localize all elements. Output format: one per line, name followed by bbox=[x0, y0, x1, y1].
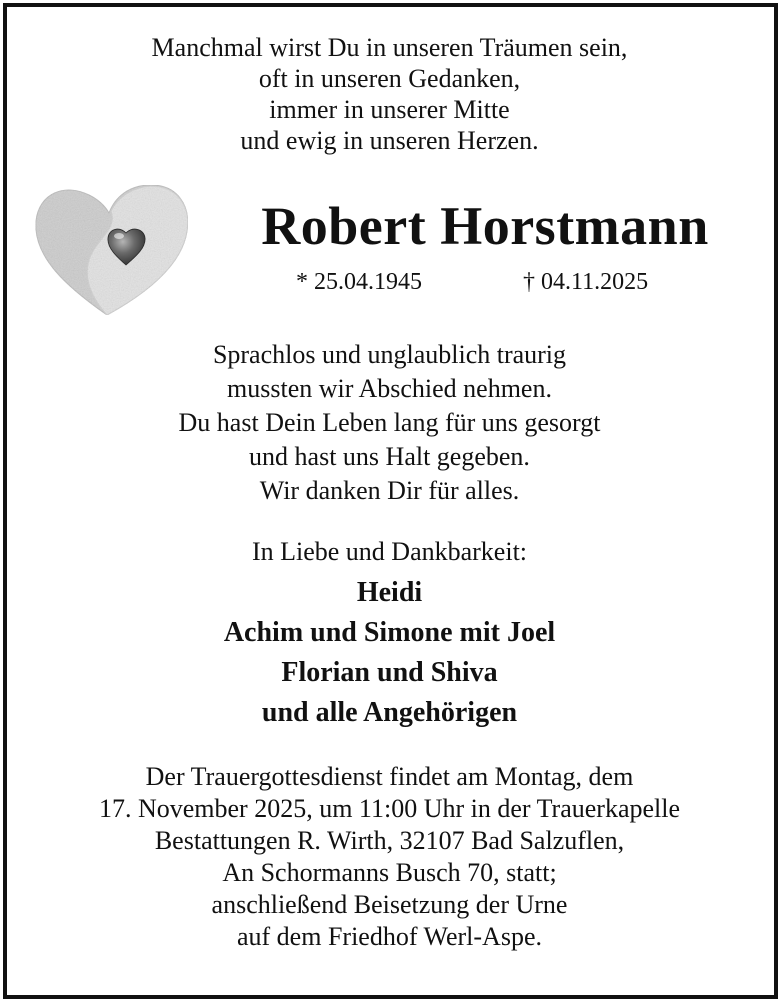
deceased-name: Robert Horstmann bbox=[261, 196, 709, 256]
message-line: mussten wir Abschied nehmen. bbox=[227, 374, 552, 403]
message-line: Wir danken Dir für alles. bbox=[259, 476, 520, 505]
message-line: und hast uns Halt gegeben. bbox=[249, 442, 530, 471]
mourner-name: Achim und Simone mit Joel bbox=[223, 617, 556, 648]
message-line: Du hast Dein Leben lang für uns gesorgt bbox=[178, 408, 601, 437]
service-line: 17. November 2025, um 11:00 Uhr in der Trauerkapelle bbox=[98, 794, 681, 823]
mourners-list bbox=[0, 573, 779, 733]
intro-poem bbox=[0, 32, 779, 156]
service-line: Der Trauergottesdienst findet am Montag, dem bbox=[145, 762, 634, 791]
mourner-name: Florian und Shiva bbox=[281, 657, 498, 688]
mourner-name: und alle Angehörigen bbox=[261, 697, 518, 728]
service-details bbox=[0, 761, 779, 953]
message-line: Sprachlos und unglaublich traurig bbox=[212, 340, 567, 369]
thanks-intro: In Liebe und Dankbarkeit: bbox=[251, 537, 528, 566]
service-line: Bestattungen R. Wirth, 32107 Bad Salzuflen, bbox=[154, 826, 625, 855]
farewell-message bbox=[0, 338, 779, 508]
death-date: † 04.11.2025 bbox=[523, 269, 649, 295]
poem-line: Manchmal wirst Du in unseren Träumen sein, bbox=[151, 33, 628, 62]
service-line: An Schormanns Busch 70, statt; bbox=[222, 858, 557, 887]
poem-line: oft in unseren Gedanken, bbox=[258, 64, 521, 93]
poem-line: immer in unserer Mitte bbox=[269, 95, 510, 124]
poem-line: und ewig in unseren Herzen. bbox=[240, 126, 539, 155]
birth-date: * 25.04.1945 bbox=[296, 269, 422, 295]
mourner-name: Heidi bbox=[356, 577, 423, 608]
service-line: anschließend Beisetzung der Urne bbox=[211, 890, 568, 919]
service-line: auf dem Friedhof Werl-Aspe. bbox=[236, 922, 542, 951]
heart-emblem-icon bbox=[27, 175, 197, 320]
